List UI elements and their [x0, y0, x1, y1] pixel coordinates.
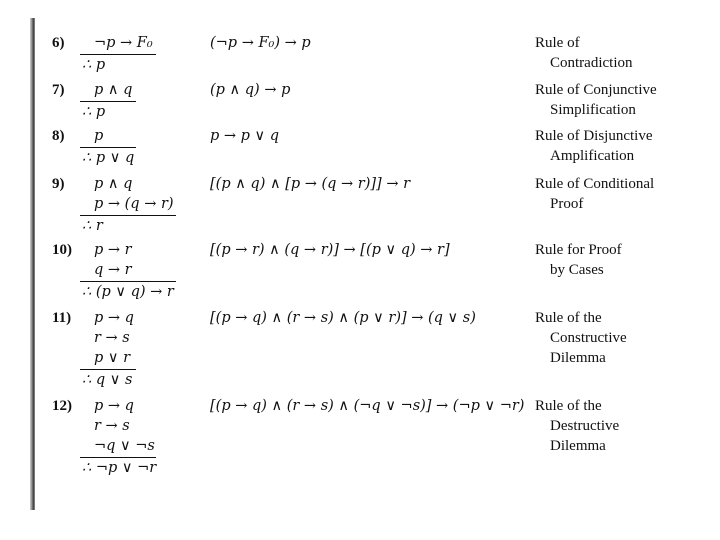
conclusion: ∴ q ∨ s — [80, 369, 136, 390]
premise: p → (q → r) — [94, 196, 174, 212]
rule-name — [535, 396, 619, 456]
tautology: (p ∧ q) → p — [210, 82, 291, 98]
premise: ¬p → F₀ — [94, 35, 153, 51]
conclusion: ∴ p ∨ q — [80, 147, 136, 168]
rule-name-line: Rule for Proof — [535, 242, 622, 258]
rule-name — [535, 126, 652, 166]
rule-name — [535, 174, 654, 214]
tautology: (¬p → F₀) → p — [210, 35, 311, 51]
premise: q → r — [94, 262, 132, 278]
argument-form — [80, 240, 176, 302]
premise: r → s — [94, 418, 130, 434]
rule-name-line: Rule of Disjunctive — [535, 128, 653, 144]
premise: p ∨ r — [94, 350, 131, 366]
premise: r → s — [94, 330, 130, 346]
rule-name-line: Destructive — [550, 418, 620, 434]
rule-number: 11) — [52, 310, 72, 326]
argument-form — [80, 80, 136, 122]
premise: ¬q ∨ ¬s — [94, 438, 155, 454]
argument-form — [80, 308, 136, 390]
rule-name-line: Amplification — [550, 148, 635, 164]
conclusion: ∴ r — [80, 215, 176, 236]
rule-name-line: Constructive — [550, 330, 627, 346]
rule-name-line: Proof — [550, 196, 584, 212]
rule-number: 12) — [52, 398, 72, 414]
rule-name-line: Contradiction — [550, 55, 633, 71]
tautology: [(p → q) ∧ (r → s) ∧ (¬q ∨ ¬s)] → (¬p ∨ ¬r) — [210, 398, 525, 414]
conclusion: ∴ p — [80, 101, 136, 122]
rule-name-line: by Cases — [550, 262, 604, 278]
tautology: [(p → r) ∧ (q → r)] → [(p ∨ q) → r] — [210, 242, 450, 258]
conclusion: ∴ ¬p ∨ ¬r — [80, 457, 156, 478]
tautology: p → p ∨ q — [210, 128, 280, 144]
premise: p ∧ q — [94, 176, 133, 192]
rule-name — [535, 33, 633, 73]
premise: p → q — [94, 310, 134, 326]
rule-name-line: Rule of Conditional — [535, 176, 655, 192]
tautology: [(p ∧ q) ∧ [p → (q → r)]] → r — [210, 176, 411, 192]
rule-name-line: Rule of Conjunctive — [535, 82, 657, 98]
conclusion: ∴ p — [80, 54, 156, 75]
rule-name-line: Simplification — [550, 102, 636, 118]
rule-name-line: Dilemma — [550, 438, 606, 454]
premise: p → r — [94, 242, 132, 258]
rule-name-line: Rule of the — [535, 310, 602, 326]
conclusion: ∴ (p ∨ q) → r — [80, 281, 176, 302]
argument-form — [80, 174, 176, 236]
argument-form — [80, 126, 136, 168]
rule-name — [535, 308, 627, 368]
rule-name — [535, 80, 657, 120]
rule-number: 10) — [52, 242, 72, 258]
premise: p ∧ q — [94, 82, 133, 98]
scan-edge — [30, 18, 35, 510]
rule-number: 7) — [52, 82, 65, 98]
tautology: [(p → q) ∧ (r → s) ∧ (p ∨ r)] → (q ∨ s) — [210, 310, 476, 326]
premise: p — [94, 128, 104, 144]
argument-form — [80, 33, 156, 75]
premise: p → q — [94, 398, 134, 414]
rule-number: 6) — [52, 35, 65, 51]
rule-name-line: Rule of — [535, 35, 580, 51]
rule-number: 8) — [52, 128, 65, 144]
rule-name — [535, 240, 622, 280]
rule-number: 9) — [52, 176, 65, 192]
rule-name-line: Rule of the — [535, 398, 602, 414]
argument-form — [80, 396, 156, 478]
rule-name-line: Dilemma — [550, 350, 606, 366]
